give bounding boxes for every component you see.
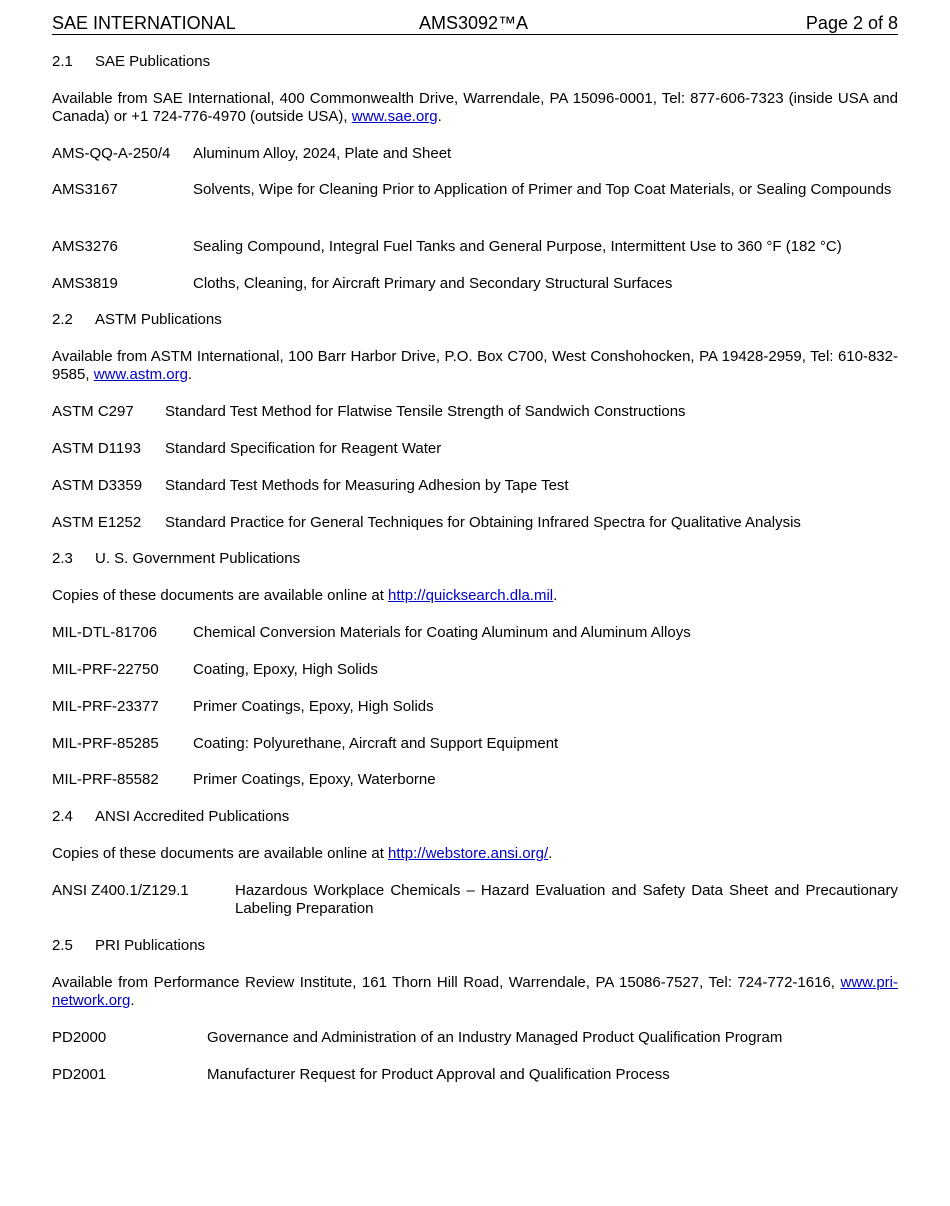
section-title: SAE Publications	[95, 53, 211, 70]
reference-title: Cloths, Cleaning, for Aircraft Primary and Secondary Structural Surfaces	[193, 275, 673, 292]
reference-title: Coating, Epoxy, High Solids	[193, 661, 378, 678]
reference-row	[52, 477, 898, 495]
section-number: 2.5	[52, 937, 73, 954]
reference-row	[52, 1029, 898, 1047]
availability-paragraph-pri: Available from Performance Review Institute, 161 Thorn Hill Road, Warrendale, PA 15086-7527, Tel: 724-772-1616, www.pri-network.org.	[52, 974, 898, 1009]
reference-row	[52, 1066, 898, 1084]
reference-title: Governance and Administration of an Industry Managed Product Qualification Program	[207, 1029, 783, 1046]
reference-row	[52, 698, 898, 716]
reference-code: ASTM C297	[52, 403, 134, 420]
section-title: ANSI Accredited Publications	[95, 808, 290, 825]
availability-paragraph-astm: Available from ASTM International, 100 Barr Harbor Drive, P.O. Box C700, West Conshohocken, PA 19428-2959, Tel: 610-832-9585, www.astm.org.	[52, 348, 898, 383]
reference-code: PD2000	[52, 1029, 107, 1046]
reference-title: Standard Specification for Reagent Water	[165, 440, 442, 457]
reference-title: Primer Coatings, Epoxy, Waterborne	[193, 771, 436, 788]
header-doc-id: AMS3092™A	[419, 13, 529, 33]
reference-code: MIL-PRF-23377	[52, 698, 159, 715]
reference-row	[52, 624, 898, 642]
section-number: 2.2	[52, 311, 73, 328]
availability-paragraph-sae: Available from SAE International, 400 Commonwealth Drive, Warrendale, PA 15096-0001, Tel: 877-606-7323 (inside USA and Canada) or +1 724-776-4970 (outside USA), www.sae.org.	[52, 90, 898, 125]
reference-code: MIL-PRF-22750	[52, 661, 159, 678]
header-page-number: Page 2 of 8	[805, 13, 898, 33]
reference-code: AMS3276	[52, 238, 118, 255]
section-title: PRI Publications	[95, 937, 206, 954]
ansi-link[interactable]: http://webstore.ansi.org/	[388, 845, 549, 862]
section-number: 2.3	[52, 550, 73, 567]
reference-title: Chemical Conversion Materials for Coating Aluminum and Aluminum Alloys	[193, 624, 691, 641]
reference-title: Manufacturer Request for Product Approval and Qualification Process	[207, 1066, 670, 1083]
reference-code: ANSI Z400.1/Z129.1	[52, 882, 189, 899]
dla-link[interactable]: http://quicksearch.dla.mil	[388, 587, 554, 604]
reference-title: Standard Test Methods for Measuring Adhesion by Tape Test	[165, 477, 569, 494]
reference-code: ASTM D1193	[52, 440, 141, 457]
reference-title: Hazardous Workplace Chemicals – Hazard Evaluation and Safety Data Sheet and Precautionary Labeling Preparation	[235, 882, 898, 917]
reference-row	[52, 514, 898, 532]
reference-row	[52, 145, 898, 163]
section-number: 2.4	[52, 808, 73, 825]
reference-code: MIL-DTL-81706	[52, 624, 158, 641]
reference-code: AMS-QQ-A-250/4	[52, 145, 171, 162]
availability-paragraph-ansi: Copies of these documents are available online at http://webstore.ansi.org/.	[52, 845, 553, 862]
page-header	[52, 12, 898, 35]
astm-link[interactable]: www.astm.org	[93, 366, 188, 383]
reference-title: Coating: Polyurethane, Aircraft and Support Equipment	[193, 735, 559, 752]
section-title: ASTM Publications	[95, 311, 222, 328]
reference-row	[52, 771, 898, 789]
reference-title: Sealing Compound, Integral Fuel Tanks and General Purpose, Intermittent Use to 360 °F (182 °C)	[193, 238, 842, 255]
reference-row	[52, 735, 898, 753]
reference-code: MIL-PRF-85582	[52, 771, 159, 788]
reference-title: Aluminum Alloy, 2024, Plate and Sheet	[193, 145, 452, 162]
pri-link[interactable]: www.pri-network.org	[52, 974, 898, 1009]
reference-code: AMS3167	[52, 181, 118, 198]
reference-row	[52, 181, 898, 217]
reference-code: ASTM E1252	[52, 514, 142, 531]
reference-title: Primer Coatings, Epoxy, High Solids	[193, 698, 434, 715]
reference-code: ASTM D3359	[52, 477, 143, 494]
reference-row	[52, 882, 898, 918]
sae-link[interactable]: www.sae.org	[351, 108, 438, 125]
reference-row	[52, 275, 898, 293]
reference-row	[52, 238, 898, 256]
reference-code: AMS3819	[52, 275, 118, 292]
reference-row	[52, 403, 898, 421]
reference-code: MIL-PRF-85285	[52, 735, 159, 752]
reference-code: PD2001	[52, 1066, 107, 1083]
section-number: 2.1	[52, 53, 73, 70]
availability-paragraph-dla: Copies of these documents are available online at http://quicksearch.dla.mil.	[52, 587, 558, 604]
section-title: U. S. Government Publications	[95, 550, 301, 567]
reference-row	[52, 661, 898, 679]
reference-title: Standard Practice for General Techniques for Obtaining Infrared Spectra for Qualitative Analysis	[165, 514, 801, 531]
reference-title: Solvents, Wipe for Cleaning Prior to Application of Primer and Top Coat Materials, or Sealing Compounds	[193, 181, 892, 198]
reference-row	[52, 440, 898, 458]
reference-title: Standard Test Method for Flatwise Tensile Strength of Sandwich Constructions	[165, 403, 686, 420]
header-org: SAE INTERNATIONAL	[52, 13, 236, 33]
